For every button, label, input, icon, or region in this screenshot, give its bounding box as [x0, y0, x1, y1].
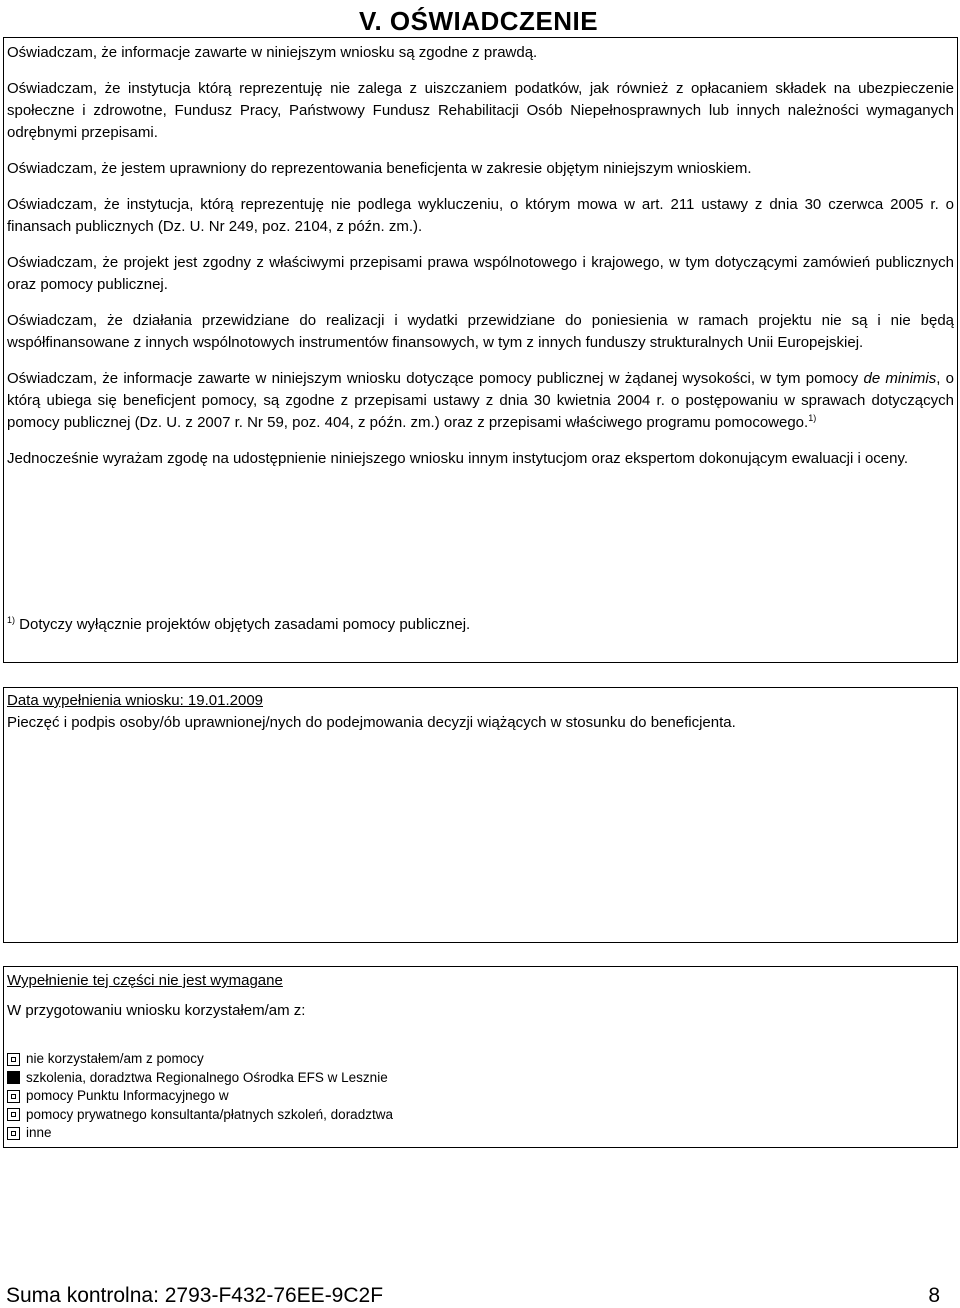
de-minimis-text-2: , o którą ubiega się beneficjent pomocy, są zgodne z przepisami ustawy z dnia 30 kwietnia 2004 r. o postępowaniu w sprawach dotyczących pomocy publicznej (Dz. U. z 2007 r. Nr 59, poz. 404, z późn. zm.) oraz z przepisami właściwego programu pomocowego.: [7, 370, 954, 431]
page-footer: [6, 1284, 940, 1308]
assistance-options: [7, 1050, 954, 1143]
checkbox-info-point[interactable]: [7, 1090, 20, 1103]
footnote-text: Dotyczy wyłącznie projektów objętych zasadami pomocy publicznej.: [15, 616, 471, 633]
declaration-truth: Oświadczam, że informacje zawarte w niniejszym wniosku są zgodne z prawdą.: [7, 44, 538, 61]
footnote-marker: 1): [7, 615, 16, 625]
checkbox-other[interactable]: [7, 1127, 20, 1140]
declaration-authorized: Oświadczam, że jestem uprawniony do reprezentowania beneficjenta w zakresie objętym niniejszym wnioskiem.: [7, 160, 752, 177]
footnote-reference: 1): [808, 413, 817, 423]
option-other[interactable]: [7, 1124, 954, 1143]
checkbox-private-consultant[interactable]: [7, 1108, 20, 1121]
option-efs-training[interactable]: [7, 1069, 954, 1088]
option-label: szkolenia, doradztwa Regionalnego Ośrodka EFS w Lesznie: [26, 1069, 388, 1085]
checksum: Suma kontrolna: 2793-F432-76EE-9C2F: [6, 1284, 384, 1307]
optional-section-heading: Wypełnienie tej części nie jest wymagane: [7, 972, 283, 989]
checkbox-efs-training[interactable]: [7, 1071, 20, 1084]
section-title: V. OŚWIADCZENIE: [359, 6, 599, 36]
signature-label: Pieczęć i podpis osoby/ób uprawnionej/nych do podejmowania decyzji wiążących w stosunku do beneficjenta.: [7, 714, 736, 731]
option-private-consultant[interactable]: [7, 1106, 954, 1125]
de-minimis-italic: de minimis: [863, 370, 937, 387]
fill-date-label: Data wypełnienia wniosku: 19.01.2009: [7, 692, 264, 709]
footnote: [7, 616, 470, 633]
option-no-assistance[interactable]: [7, 1050, 954, 1069]
declaration-no-arrears: Oświadczam, że instytucja którą reprezentuję nie zalega z uiszczaniem podatków, jak również z opłacaniem składek na ubezpieczenie społeczne i zdrowotne, Fundusz Pracy, Państwowy Fundusz Rehabilitacji Osób Niepełnosprawnych lub innych należności wymaganych odrębnymi przepisami.: [7, 80, 954, 141]
consent-statement: Jednocześnie wyrażam zgodę na udostępnienie niniejszego wniosku innym instytucjom oraz ekspertom dokonującym ewaluacji i oceny.: [7, 450, 909, 467]
declaration-de-minimis: [7, 368, 954, 434]
date-signature-box: [3, 687, 958, 943]
declaration-compliance: Oświadczam, że projekt jest zgodny z właściwymi przepisami prawa wspólnotowego i krajowego, w tym dotyczącymi zamówień publicznych oraz pomocy publicznej.: [7, 254, 954, 293]
de-minimis-text-1: Oświadczam, że informacje zawarte w niniejszym wniosku dotyczące pomocy publicznej w żądanej wysokości, w tym pomocy: [7, 370, 864, 387]
page-number: 8: [928, 1284, 940, 1307]
option-label: nie korzystałem/am z pomocy: [26, 1051, 204, 1066]
option-label: pomocy Punktu Informacyjnego w: [26, 1088, 229, 1103]
option-info-point[interactable]: [7, 1087, 954, 1106]
checkbox-no-assistance[interactable]: [7, 1053, 20, 1066]
option-label: pomocy prywatnego konsultanta/płatnych szkoleń, doradztwa: [26, 1106, 393, 1122]
optional-section-box: [3, 966, 958, 1148]
declaration-not-excluded: Oświadczam, że instytucja, którą reprezentuję nie podlega wykluczeniu, o którym mowa w art. 211 ustawy z dnia 30 czerwca 2005 r. o finansach publicznych (Dz. U. Nr 249, poz. 2104, z późn. zm.).: [7, 196, 954, 235]
declarations-box: [3, 37, 958, 663]
assistance-question: W przygotowaniu wniosku korzystałem/am z:: [7, 1002, 306, 1019]
declaration-no-double-funding: Oświadczam, że działania przewidziane do realizacji i wydatki przewidziane do poniesienia w ramach projektu nie są i nie będą współfinansowane z innych wspólnotowych instrumentów finansowych, w tym z innych funduszy strukturalnych Unii Europejskiej.: [7, 312, 954, 351]
option-label: inne: [26, 1125, 52, 1140]
